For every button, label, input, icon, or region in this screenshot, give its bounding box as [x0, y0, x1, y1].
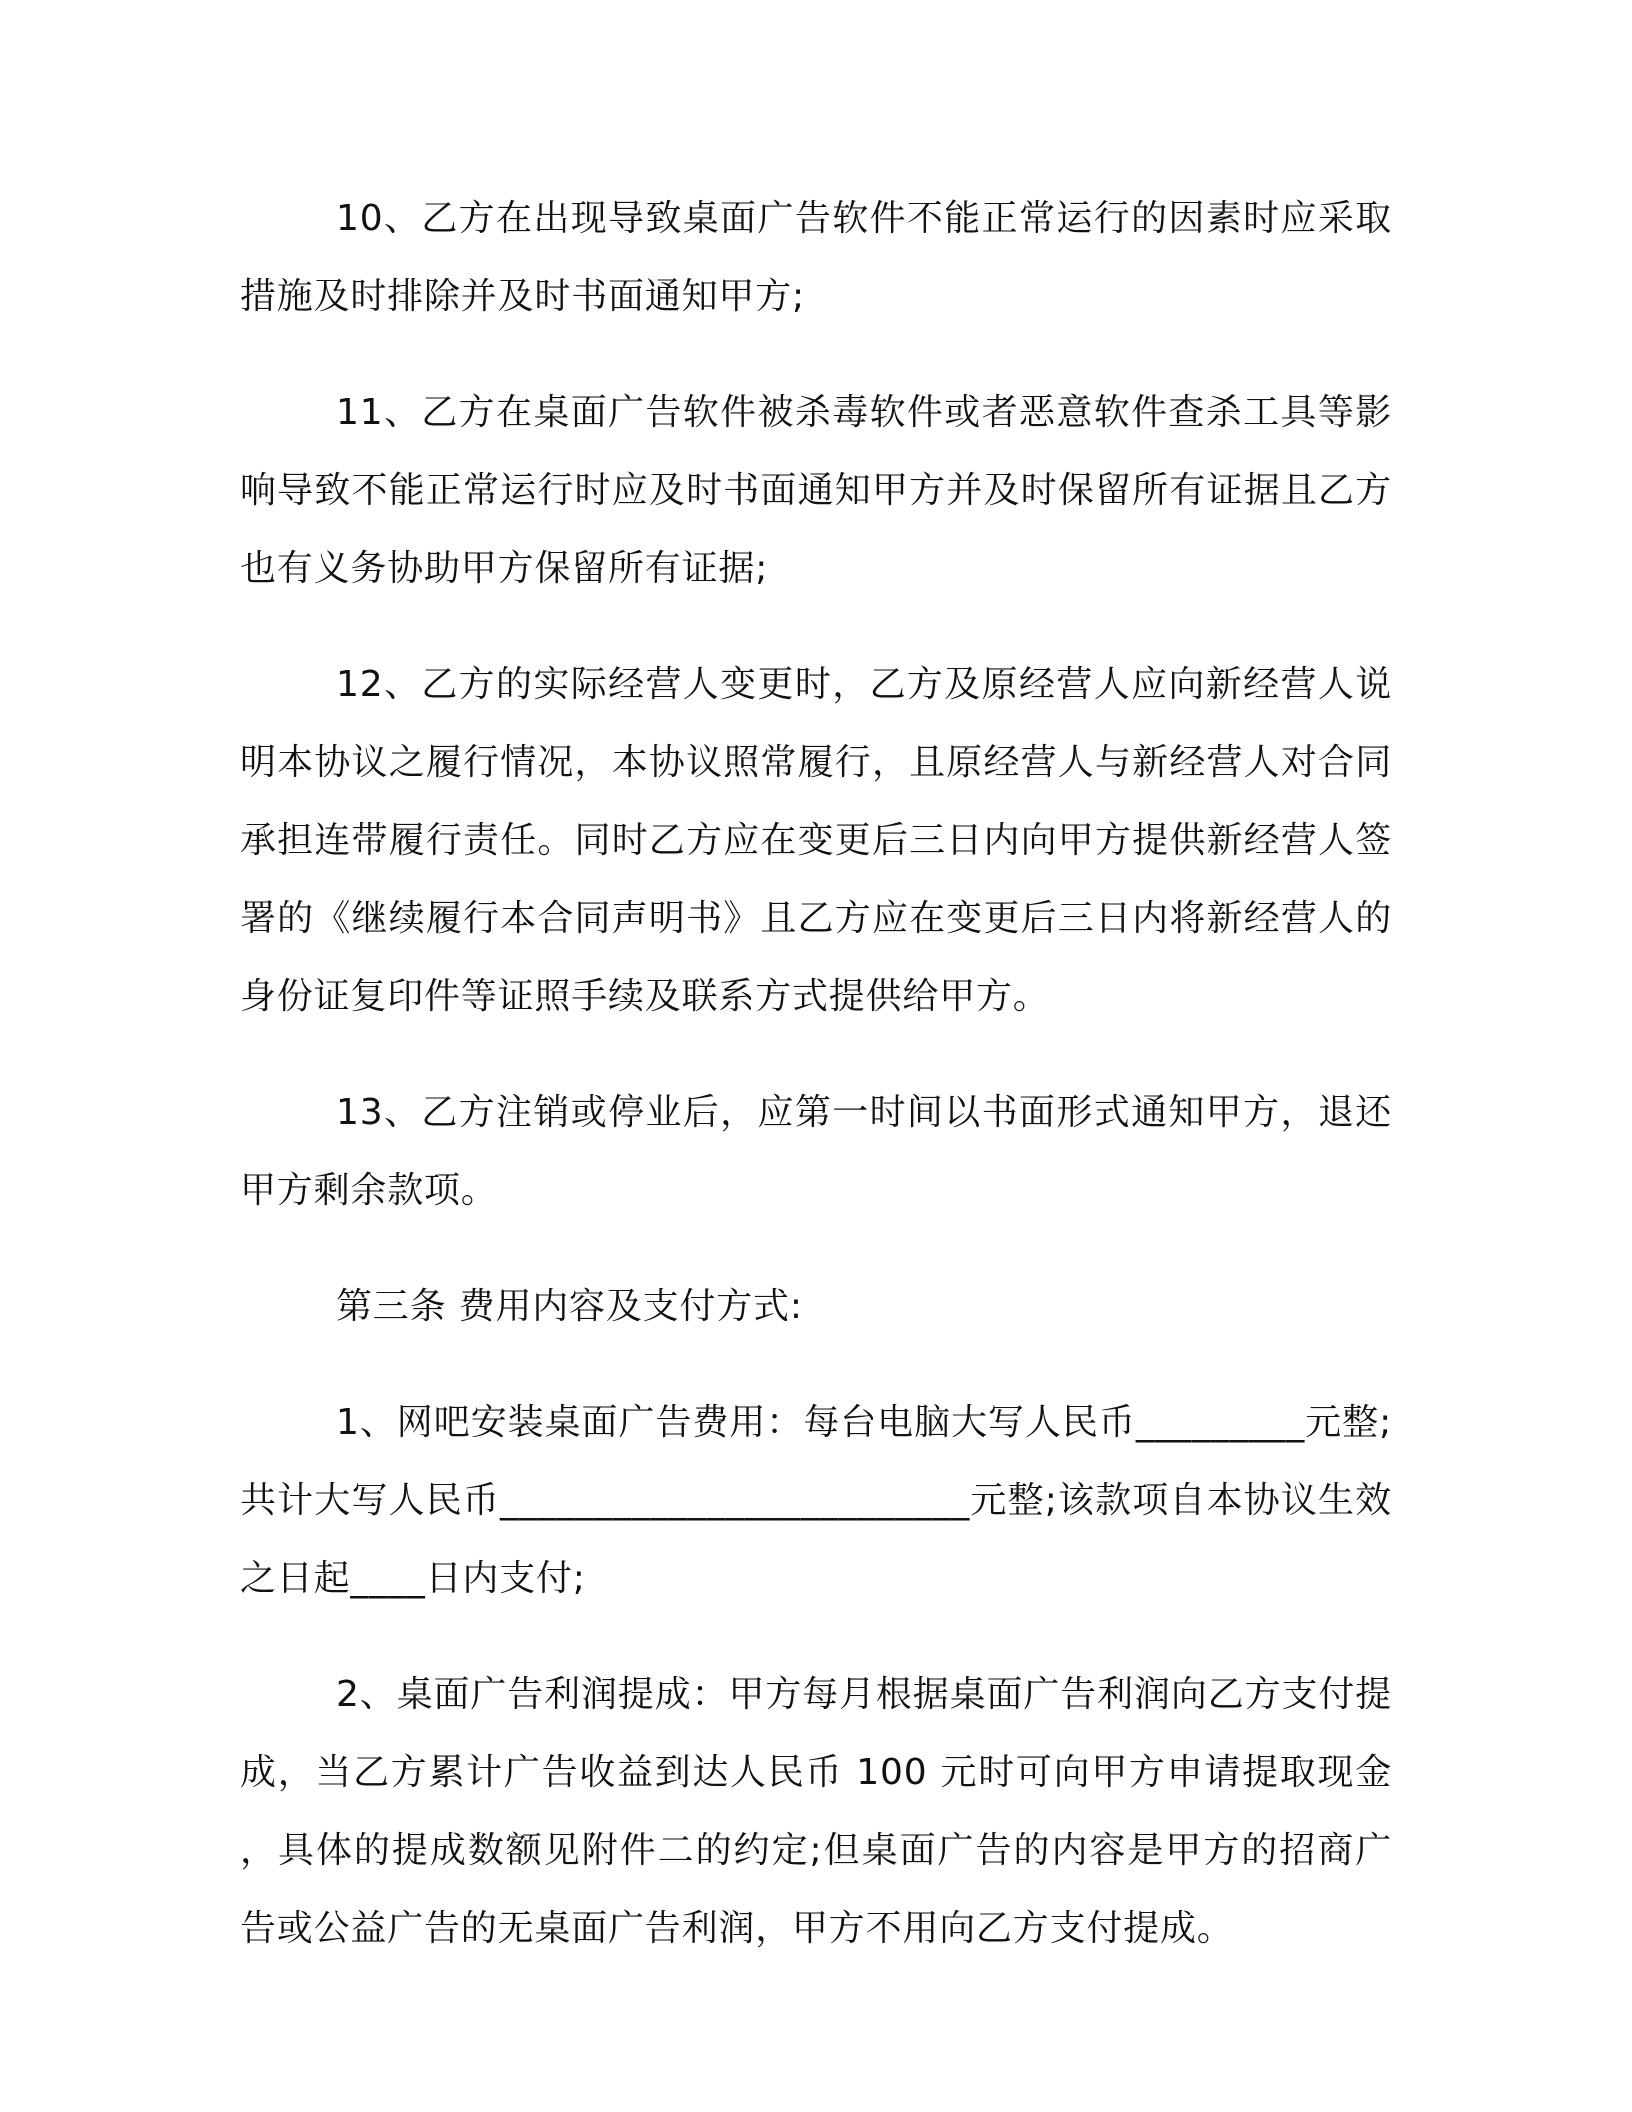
clause-13-paragraph: 13、乙方注销或停业后，应第一时间以书面形式通知甲方，退还甲方剩余款项。: [240, 1092, 1392, 1211]
clause-11-paragraph: 11、乙方在桌面广告软件被杀毒软件或者恶意软件查杀工具等影响导致不能正常运行时应及时书面通知甲方并及时保留所有证据且乙方也有义务协助甲方保留所有证据;: [240, 392, 1392, 589]
clause-12-paragraph: 12、乙方的实际经营人变更时，乙方及原经营人应向新经营人说明本协议之履行情况，本协议照常履行，且原经营人与新经营人对合同承担连带履行责任。同时乙方应在变更后三日内向甲方提供新经营人签署的《继续履行本合同声明书》且乙方应在变更后三日内将新经营人的身份证复印件等证照手续及联系方式提供给甲方。: [240, 664, 1392, 1017]
document-body: [240, 180, 1392, 2006]
clause-10-paragraph: 10、乙方在出现导致桌面广告软件不能正常运行的因素时应采取措施及时排除并及时书面通知甲方;: [240, 198, 1392, 317]
fee-item-2-paragraph: 2、桌面广告利润提成：甲方每月根据桌面广告利润向乙方支付提成，当乙方累计广告收益到达人民币 100 元时可向甲方申请提取现金，具体的提成数额见附件二的约定;但桌面广告的内容是甲方的招商广告或公益广告的无桌面广告利润，甲方不用向乙方支付提成。: [240, 1674, 1392, 1949]
article-3-heading: 第三条 费用内容及支付方式:: [336, 1286, 803, 1327]
fee-item-1-paragraph: 1、网吧安装桌面广告费用：每台电脑大写人民币_________元整;共计大写人民币_________________________元整;该款项自本协议生效之日起____日内支付;: [240, 1402, 1392, 1599]
